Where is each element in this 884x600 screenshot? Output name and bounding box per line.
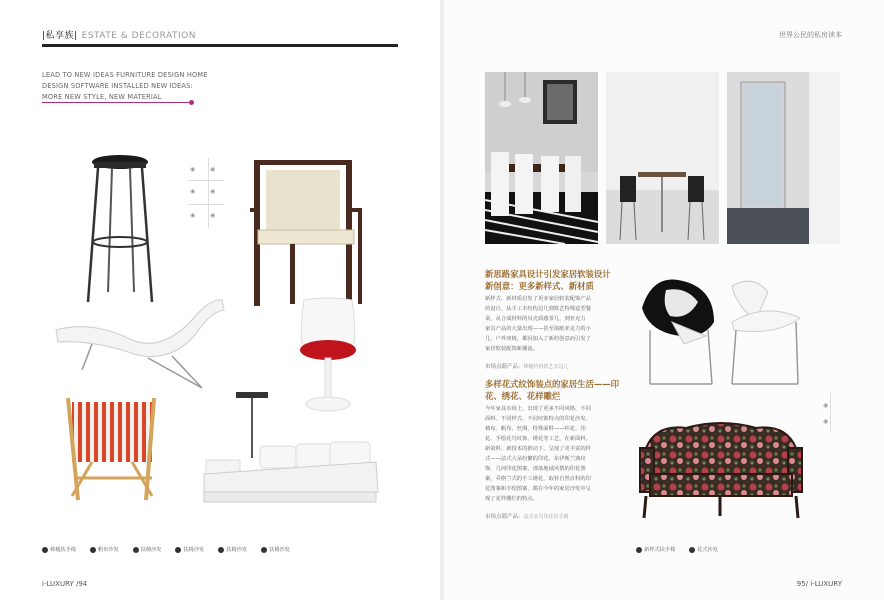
article1-title-line: 新创意：更多新样式、新材质 bbox=[485, 281, 594, 291]
article2-body-line: 式——法式大朵纷繁的印花、东伊斯兰典纹 bbox=[485, 456, 586, 462]
marker-dot-icon: ◉ bbox=[210, 188, 216, 195]
caption-item bbox=[90, 546, 119, 553]
market-value: 棒槌结构铁艺木边几 bbox=[523, 364, 569, 370]
section-header bbox=[42, 28, 196, 41]
article2-body-line: 新染料、新技术的推动下，呈现了更丰富的样 bbox=[485, 446, 591, 452]
deck-chair-image bbox=[62, 396, 160, 502]
marker-dot-icon: ◉ bbox=[210, 212, 216, 219]
caption-label: 扶椅沙发 bbox=[269, 547, 290, 553]
marker-dot-icon: ◉ bbox=[190, 212, 196, 219]
article2-body-line: 椅布、帆布、丝绸、特殊面料——织花、印 bbox=[485, 426, 586, 432]
article2-body-line: 今年家具市场上，出现了更多不同风格、不同 bbox=[485, 406, 591, 412]
article1-body-line: 家具产品的大量出现——甚至演纸亚克力的小 bbox=[485, 326, 591, 332]
article2-body-line: 花、手绘花鸟纹饰、绣花等工艺，在新面料、 bbox=[485, 436, 591, 442]
caption-bullet-icon bbox=[90, 547, 96, 553]
market-label: 市场点睛产品： bbox=[485, 364, 524, 370]
caption-label: 棒槌扶手椅 bbox=[50, 547, 76, 553]
caption-bullet-icon bbox=[42, 547, 48, 553]
caption-item bbox=[133, 546, 162, 553]
caption-item bbox=[42, 546, 76, 553]
article2-body-line: 现了花样雕烂的特点。 bbox=[485, 496, 538, 502]
article1-body bbox=[485, 294, 603, 354]
article1-market bbox=[485, 362, 569, 370]
caption-item bbox=[689, 546, 718, 553]
marker-dot-icon: ◉ bbox=[823, 418, 829, 425]
marker-dot-icon: ◉ bbox=[210, 166, 216, 173]
market-value: 法式水鸟印花扶手椅 bbox=[523, 514, 569, 520]
caption-item bbox=[261, 546, 290, 553]
caption-bullet-icon bbox=[636, 547, 642, 553]
article2-body-line: 面料、不同样式、不同纹饰特点的印花沙发、 bbox=[485, 416, 591, 422]
marker-dot-icon: ◉ bbox=[823, 402, 829, 409]
caption-label: 新样式扶手椅 bbox=[644, 547, 676, 553]
captions-right bbox=[636, 546, 718, 553]
guide-vline bbox=[830, 392, 831, 432]
sectional-sofa-image bbox=[200, 438, 380, 508]
caption-bullet-icon bbox=[689, 547, 695, 553]
cafe-table-photo bbox=[606, 72, 719, 244]
caption-label: 帆布沙发 bbox=[97, 547, 119, 553]
caption-bullet-icon bbox=[218, 547, 224, 553]
captions-left bbox=[42, 546, 290, 553]
article1-body-line: 新样式、新材质启发了更多家居软装配饰产品 bbox=[485, 296, 591, 302]
lead-dot bbox=[189, 100, 194, 105]
article2-body-line: 饰、几何印花图案，部落地域风情的印花图 bbox=[485, 466, 586, 472]
caption-label: 扶椅沙发 bbox=[140, 547, 162, 553]
marker-dot-icon: ◉ bbox=[190, 188, 196, 195]
section-subtitle: ESTATE & DECORATION bbox=[81, 31, 196, 41]
caption-item bbox=[175, 546, 204, 553]
modern-chairs-image bbox=[636, 272, 806, 390]
caption-label: 扶椅沙发 bbox=[226, 547, 248, 553]
header-rule bbox=[42, 44, 398, 47]
guide-hline bbox=[188, 204, 224, 205]
article2-body-line: 案，乔格兰式的手工绣花，取材自然百科的印 bbox=[485, 476, 591, 482]
lead-line-3: MORE NEW STYLE, NEW MATERIAL bbox=[42, 93, 162, 101]
guide-vline bbox=[208, 158, 209, 228]
lead-text bbox=[42, 70, 208, 103]
bar-stool-image bbox=[80, 152, 160, 312]
tulip-chair-image bbox=[296, 296, 360, 416]
marker-dot-icon: ◉ bbox=[190, 166, 196, 173]
section-label: |私享族| bbox=[42, 31, 78, 41]
floral-sofa-image bbox=[636, 418, 806, 522]
article1-body-line: 的设计，从手工木结构边几到铁艺特殊造型餐 bbox=[485, 306, 591, 312]
page-number-left: i-LUXURY /94 bbox=[42, 580, 88, 588]
caption-bullet-icon bbox=[133, 547, 139, 553]
caption-item bbox=[636, 546, 675, 553]
lead-underline bbox=[42, 102, 192, 103]
caption-label: 花式沙发 bbox=[697, 547, 718, 553]
article2-market bbox=[485, 512, 569, 520]
page-fold bbox=[440, 0, 444, 600]
doorway-photo bbox=[727, 72, 840, 244]
caption-item bbox=[218, 546, 247, 553]
dining-room-photo bbox=[485, 72, 598, 244]
caption-bullet-icon bbox=[261, 547, 267, 553]
article1-body-line: 桌，从合成材料的贝壳质感茶几，到亚克力 bbox=[485, 316, 586, 322]
article1-body-line: 家居软装配饰新潮流。 bbox=[485, 346, 538, 352]
article1-body-line: 几，户外座椅，都因加入了新的创意而引发了 bbox=[485, 336, 591, 342]
article2-title-line: 花、绣花、花样雕烂 bbox=[485, 391, 561, 401]
article2-body bbox=[485, 404, 603, 504]
chaise-lounge-image bbox=[52, 290, 227, 390]
lead-line-2: DESIGN SOFTWARE INSTALLED NEW IDEAS: bbox=[42, 82, 193, 90]
lead-line-1: LEAD TO NEW IDEAS FURNITURE DESIGN HOME bbox=[42, 71, 208, 79]
article1-title-line: 新思路家具设计引发家居软装设计 bbox=[485, 269, 611, 279]
article2-body-line: 花图案和手绘图案，都在今年的家居沙发中呈 bbox=[485, 486, 591, 492]
article1-title bbox=[485, 268, 611, 292]
magazine-tagline: 世界公民的私房读本 bbox=[779, 31, 842, 39]
armchair-image bbox=[250, 158, 365, 308]
article2-title bbox=[485, 378, 619, 402]
page-number-right: 95/ i-LUXURY bbox=[796, 580, 842, 588]
article2-title-line: 多样花式纹饰装点的家居生活——印 bbox=[485, 379, 619, 389]
caption-bullet-icon bbox=[175, 547, 181, 553]
market-label: 市场点睛产品： bbox=[485, 514, 524, 520]
guide-hline bbox=[188, 180, 224, 181]
caption-label: 扶椅沙发 bbox=[183, 547, 205, 553]
